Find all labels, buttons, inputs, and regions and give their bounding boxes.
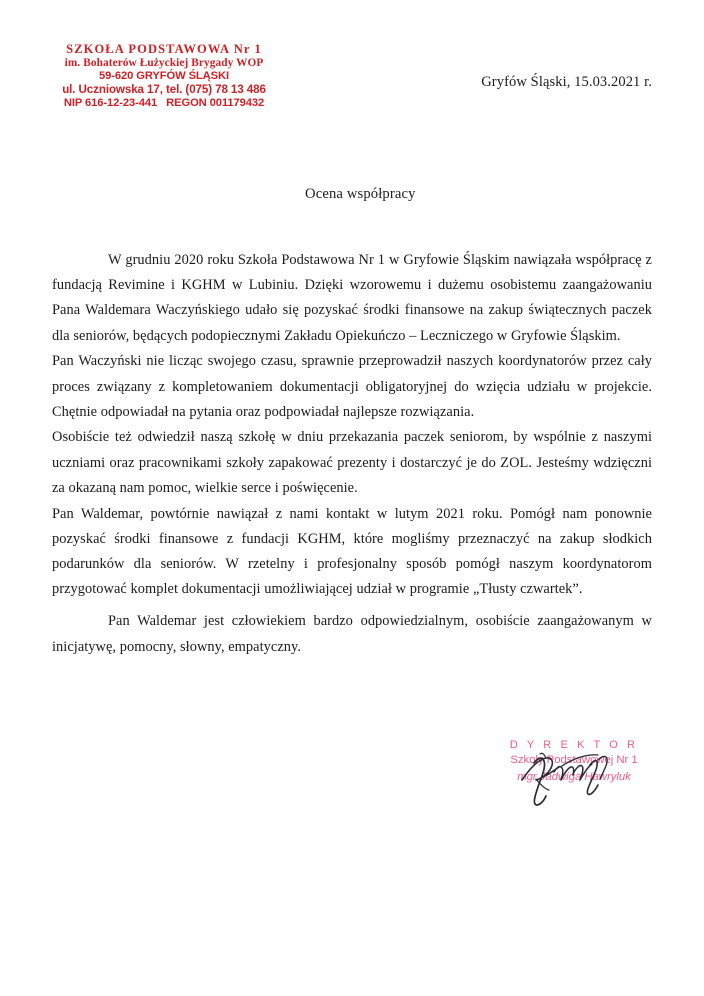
school-stamp-line-name: SZKOŁA PODSTAWOWA Nr 1 [66, 42, 262, 56]
director-stamp-role: D Y R E K T O R [509, 739, 639, 751]
school-stamp-line-city: 59-620 GRYFÓW ŚLĄSKI [99, 70, 229, 83]
school-stamp-regon: REGON 001179432 [166, 96, 265, 109]
school-stamp-line-ids [44, 97, 284, 110]
paragraph-1: W grudniu 2020 roku Szkoła Podstawowa Nr 1 w Gryfowie Śląskim nawiązała współpracę z fundacją Revimine i KGHM w Lubiniu. Dzięki wzorowemu i dużemu osobistemu zaangażowaniu Pana Waldemara Waczyńskiego udało się pozyskać środki finansowe na zakup świątecznych paczek dla seniorów, będących podopiecznymi Zakładu Opiekuńczo – Leczniczego w Gryfowie Śląskim. [52, 252, 652, 344]
paragraph-3: Osobiście też odwiedził naszą szkołę w dniu przekazania paczek seniorom, by wspólnie z naszymi uczniami oraz pracownikami szkoły zapakować prezenty i dostarczyć je do ZOL. Jesteśmy wdzięczni za okazaną nam pomoc, wielkie serce i poświęcenie. [52, 429, 652, 496]
school-stamp-header [44, 42, 284, 110]
school-stamp-line-address: ul. Uczniowska 17, tel. (075) 78 13 486 [62, 83, 266, 97]
director-stamp [474, 738, 674, 785]
paragraph-2: Pan Waczyński nie licząc swojego czasu, sprawnie przeprowadził naszych koordynatorów przez cały proces związany z kompletowaniem dokumentacji obligatoryjnej do wzięcia udziału w projekcie. Chętnie odpowiadał na pytania oraz podpowiadał najlepsze rozwiązania. [52, 353, 652, 420]
paragraph-5: Pan Waldemar jest człowiekiem bardzo odpowiedzialnym, osobiście zaangażowanym w inicjatywę, pomocny, słowny, empatyczny. [52, 613, 652, 655]
signature-block [474, 738, 674, 818]
director-stamp-name: mgr Jadwiga Hawryluk [517, 771, 631, 784]
director-stamp-school: Szkoły Podstawowej Nr 1 [510, 753, 638, 766]
school-stamp-nip: NIP 616-12-23-441 [63, 96, 158, 109]
place-and-date: Gryfów Śląski, 15.03.2021 r. [481, 74, 652, 90]
school-stamp-line-patron: im. Bohaterów Łużyckiej Brygady WOP [64, 56, 264, 69]
page-title: Ocena współpracy [305, 186, 416, 202]
letter-body [52, 248, 652, 660]
paragraph-4: Pan Waldemar, powtórnie nawiązał z nami kontakt w lutym 2021 roku. Pomógł nam ponownie pozyskać środki finansowe z fundacji KGHM, które mogliśmy przeznaczyć na zakup słodkich podarunków dla seniorów. W rzetelny i profesjonalny sposób pomógł naszym koordynatorom przygotować komplet dokumentacji umożliwiającej udział w programie „Tłusty czwartek”. [52, 505, 652, 598]
